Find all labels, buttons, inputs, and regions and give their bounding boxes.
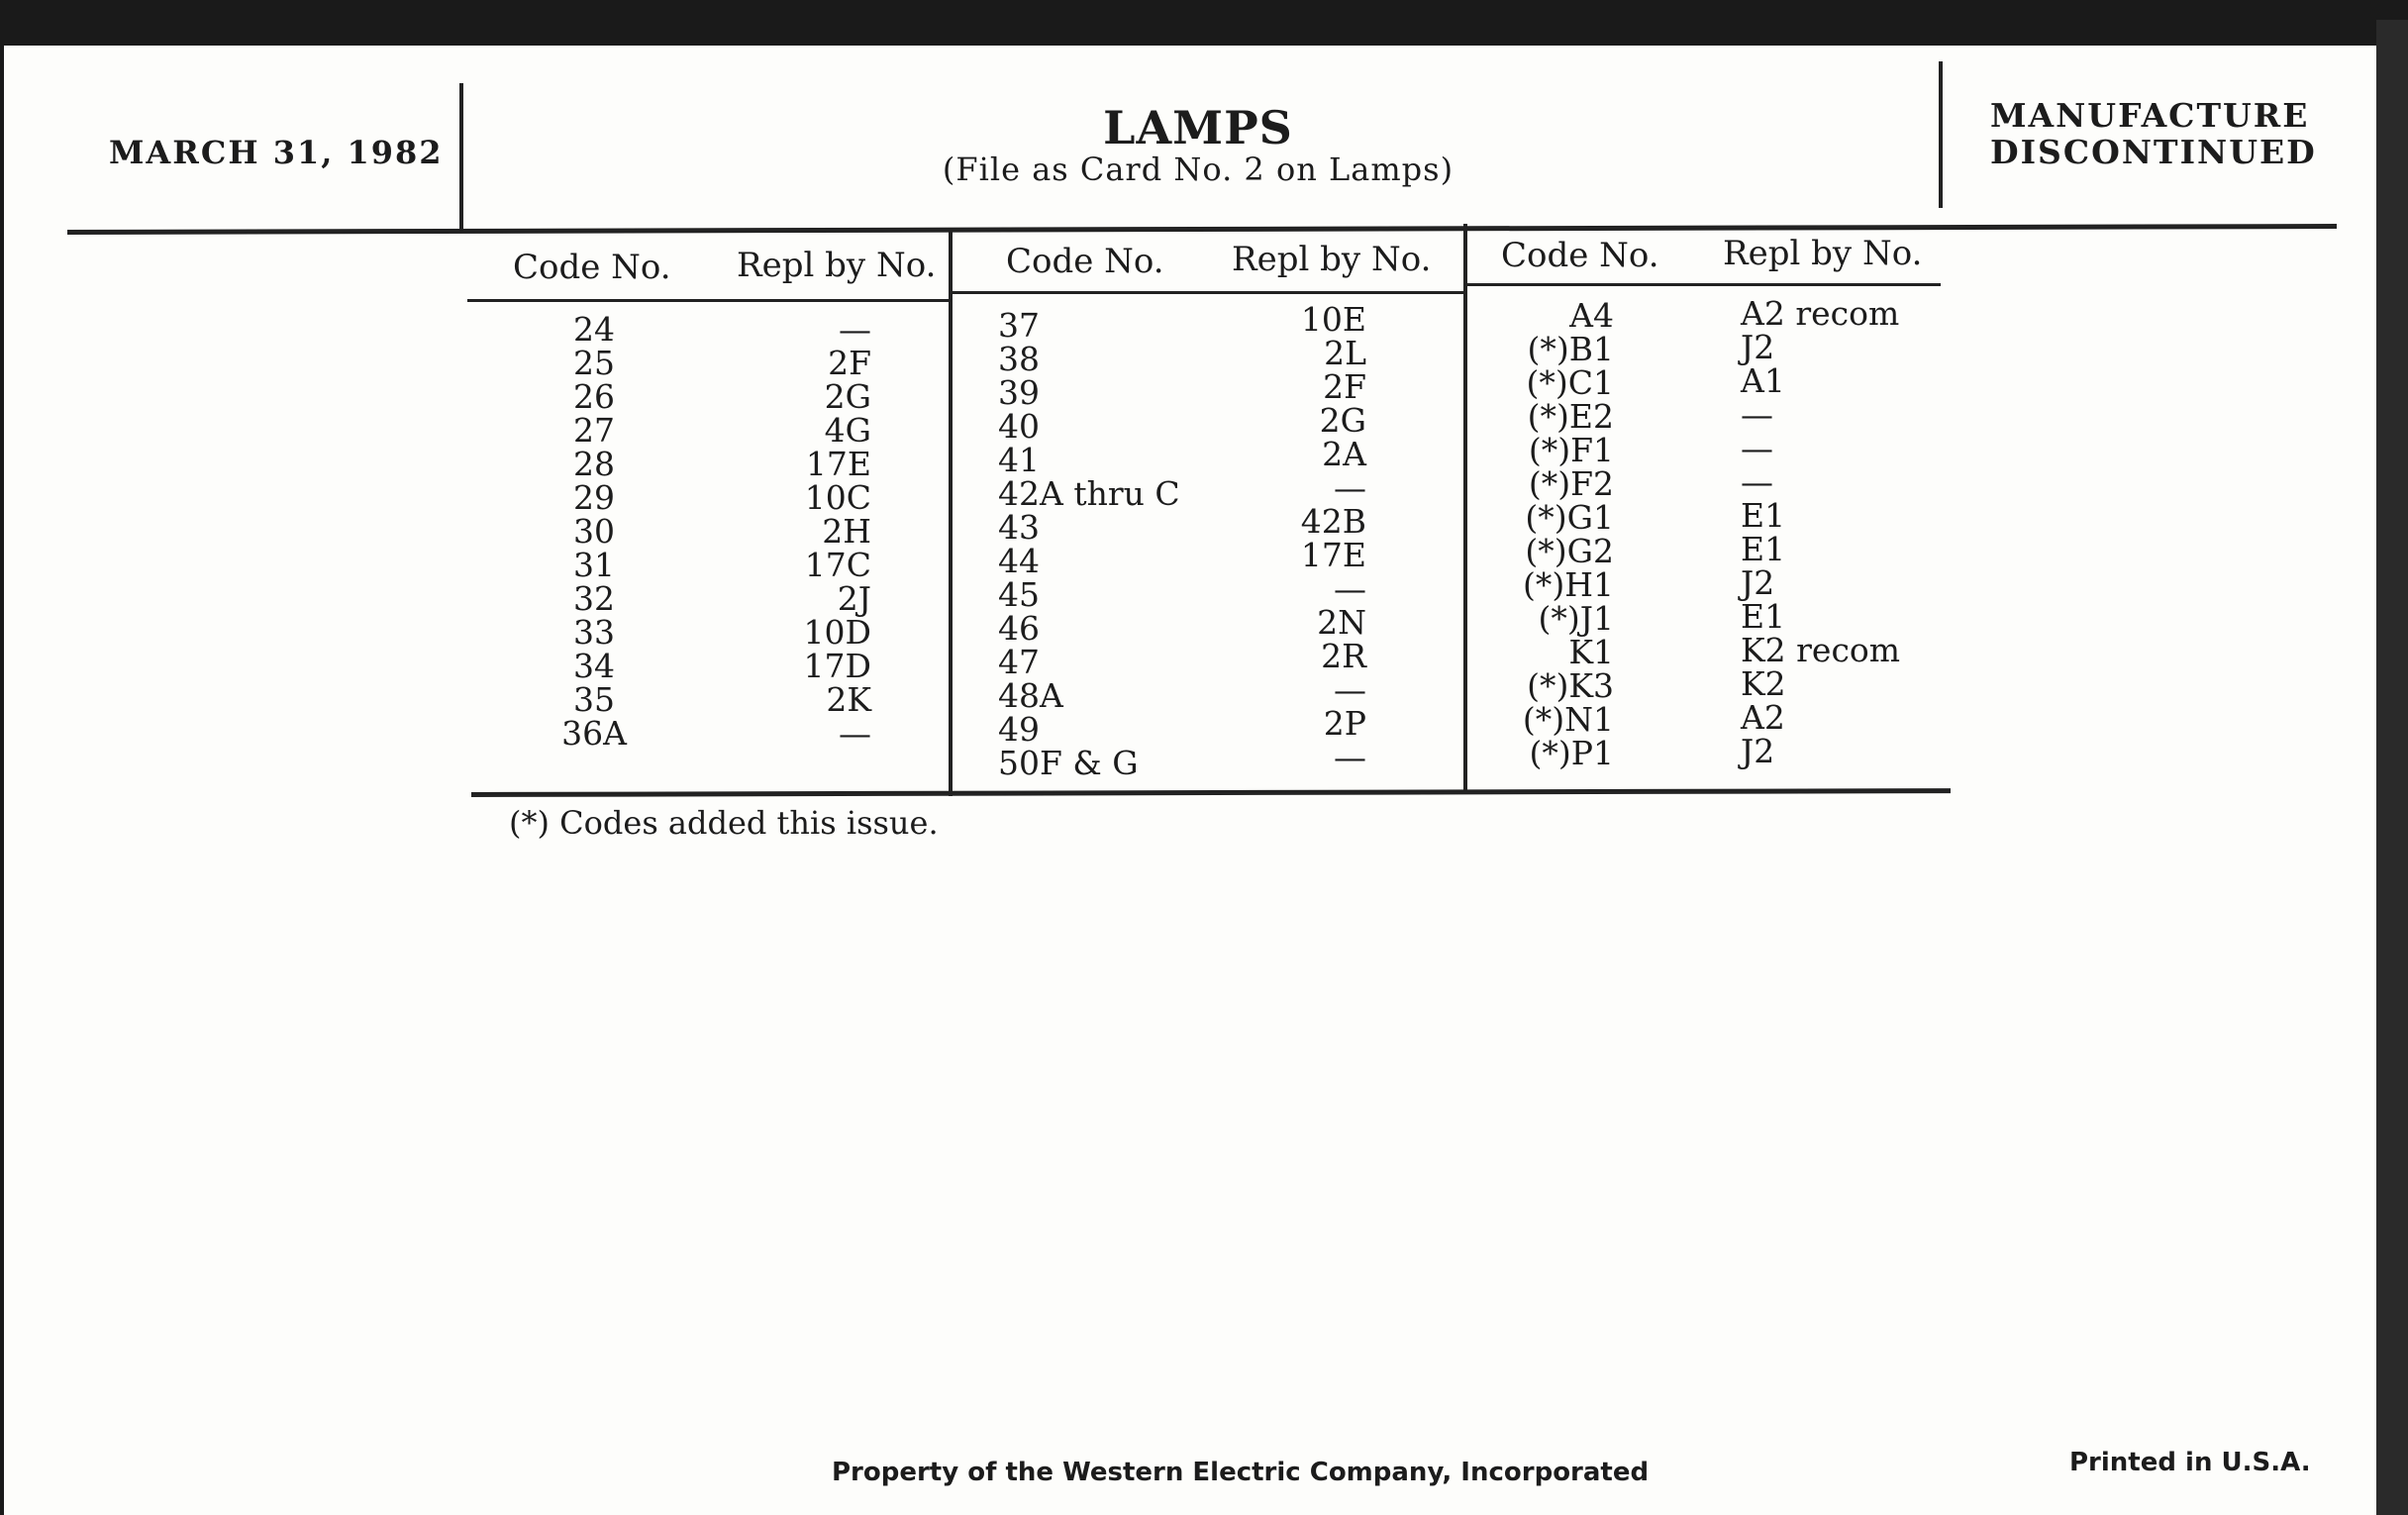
code-cell: 45 [998, 575, 1040, 614]
repl-cell: — [1334, 738, 1366, 776]
repl-cell: 2G [824, 377, 871, 416]
repl-cell: 17C [804, 546, 871, 584]
code-cell: 42A thru C [998, 474, 1180, 513]
code-cell: 50F & G [998, 744, 1139, 782]
record-card [4, 46, 2376, 1515]
repl-cell: 42B [1300, 502, 1366, 541]
repl-cell: 17E [1300, 536, 1366, 574]
code-cell: 24 [573, 310, 615, 349]
repl-cell: 2F [828, 344, 871, 382]
code-cell: (*)G2 [1525, 532, 1614, 570]
repl-header-2: Repl by No. [1232, 240, 1432, 279]
repl-cell: 2A [1322, 435, 1366, 473]
footnote: (*) Codes added this issue. [509, 804, 939, 842]
header-underline-3 [1465, 283, 1941, 286]
status-line-1: MANUFACTURE [1990, 96, 2310, 135]
group3-codes [1485, 296, 1614, 772]
header-divider-left [459, 83, 463, 230]
code-cell: 33 [573, 613, 615, 652]
repl-cell: J2 [1741, 328, 1775, 366]
code-cell: 27 [573, 411, 615, 450]
repl-cell: 10C [804, 478, 871, 517]
code-cell: (*)C1 [1526, 363, 1614, 402]
repl-cell: A2 recom [1741, 294, 1900, 333]
repl-cell: 17D [803, 647, 871, 685]
repl-cell: 2F [1323, 367, 1366, 406]
page-subtitle: (File as Card No. 2 on Lamps) [942, 151, 1455, 188]
repl-cell: 2H [822, 512, 871, 551]
repl-cell: J2 [1741, 563, 1775, 602]
code-cell: 29 [573, 478, 615, 517]
code-cell: 35 [573, 680, 615, 719]
code-cell: (*)F2 [1528, 464, 1614, 503]
repl-cell: 2G [1319, 401, 1366, 440]
property-notice: Property of the Western Electric Company, Incorporated [832, 1458, 1650, 1487]
code-cell: 36A [561, 714, 627, 753]
repl-cell: K2 [1741, 664, 1786, 703]
code-cell: (*)B1 [1527, 330, 1614, 368]
repl-header-3: Repl by No. [1723, 234, 1923, 273]
repl-cell: 2R [1321, 637, 1366, 675]
repl-cell: E1 [1741, 530, 1786, 568]
status-line-2: DISCONTINUED [1990, 133, 2317, 171]
code-cell: (*)E2 [1527, 397, 1614, 436]
code-header-1: Code No. [513, 248, 671, 287]
code-cell: (*)H1 [1522, 565, 1614, 604]
code-cell: 37 [998, 306, 1040, 345]
repl-cell: — [839, 714, 871, 753]
repl-cell: E1 [1741, 597, 1786, 636]
code-cell: 44 [998, 542, 1040, 580]
header-underline-1 [467, 299, 951, 302]
repl-cell: A1 [1741, 361, 1785, 400]
repl-cell: 2J [837, 579, 871, 618]
repl-cell: — [1334, 468, 1366, 507]
repl-cell: 2L [1324, 334, 1366, 372]
repl-cell: — [1741, 395, 1773, 434]
repl-cell: — [1334, 670, 1366, 709]
group2-codes [998, 306, 1216, 782]
repl-cell: 4G [824, 411, 871, 450]
code-cell: (*)F1 [1528, 431, 1614, 469]
issue-date: MARCH 31, 1982 [109, 134, 444, 171]
repl-cell: K2 recom [1741, 631, 1901, 669]
code-cell: K1 [1568, 633, 1614, 671]
code-cell: 47 [998, 643, 1040, 681]
code-cell: 40 [998, 407, 1040, 446]
code-cell: 41 [998, 441, 1040, 479]
page-title: LAMPS [1103, 101, 1293, 154]
code-cell: 34 [573, 647, 615, 685]
code-cell: 26 [573, 377, 615, 416]
header-divider-right [1939, 61, 1943, 208]
code-cell: 48A [998, 676, 1063, 715]
repl-cell: 2N [1317, 603, 1366, 642]
repl-cell: — [1741, 429, 1773, 467]
code-cell: 30 [573, 512, 615, 551]
code-cell: (*)G1 [1525, 498, 1614, 537]
group2-repl [1257, 300, 1366, 776]
repl-cell: 2P [1323, 704, 1366, 743]
group1-codes [554, 310, 634, 753]
repl-cell: 10E [1300, 300, 1366, 339]
code-cell: (*)J1 [1538, 599, 1614, 638]
code-header-2: Code No. [1006, 242, 1164, 281]
code-cell: A4 [1569, 296, 1614, 335]
status-label [1990, 97, 2317, 170]
repl-cell: 2K [826, 680, 871, 719]
code-cell: 39 [998, 373, 1040, 412]
repl-cell: E1 [1741, 496, 1786, 535]
group1-repl [762, 310, 871, 753]
code-cell: 43 [998, 508, 1040, 547]
repl-cell: 10D [803, 613, 871, 652]
header-underline-2 [951, 291, 1465, 294]
repl-cell: — [1334, 569, 1366, 608]
code-cell: 46 [998, 609, 1040, 648]
repl-header-1: Repl by No. [737, 246, 937, 285]
repl-cell: — [1741, 462, 1773, 501]
printed-notice: Printed in U.S.A. [2069, 1448, 2311, 1477]
repl-cell: 17E [805, 445, 871, 483]
code-cell: (*)P1 [1529, 734, 1614, 772]
code-cell: (*)N1 [1522, 700, 1614, 739]
scan-edge [2376, 20, 2408, 1515]
code-cell: 32 [573, 579, 615, 618]
code-cell: 38 [998, 340, 1040, 378]
repl-cell: — [839, 310, 871, 349]
repl-cell: A2 [1741, 698, 1785, 737]
table-divider-1 [949, 230, 953, 796]
code-cell: 31 [573, 546, 615, 584]
code-cell: 49 [998, 710, 1040, 749]
code-cell: 25 [573, 344, 615, 382]
repl-cell: J2 [1741, 732, 1775, 770]
code-cell: 28 [573, 445, 615, 483]
code-cell: (*)K3 [1527, 666, 1614, 705]
code-header-3: Code No. [1501, 236, 1659, 275]
table-divider-2 [1463, 224, 1467, 790]
group3-repl [1741, 294, 1939, 770]
